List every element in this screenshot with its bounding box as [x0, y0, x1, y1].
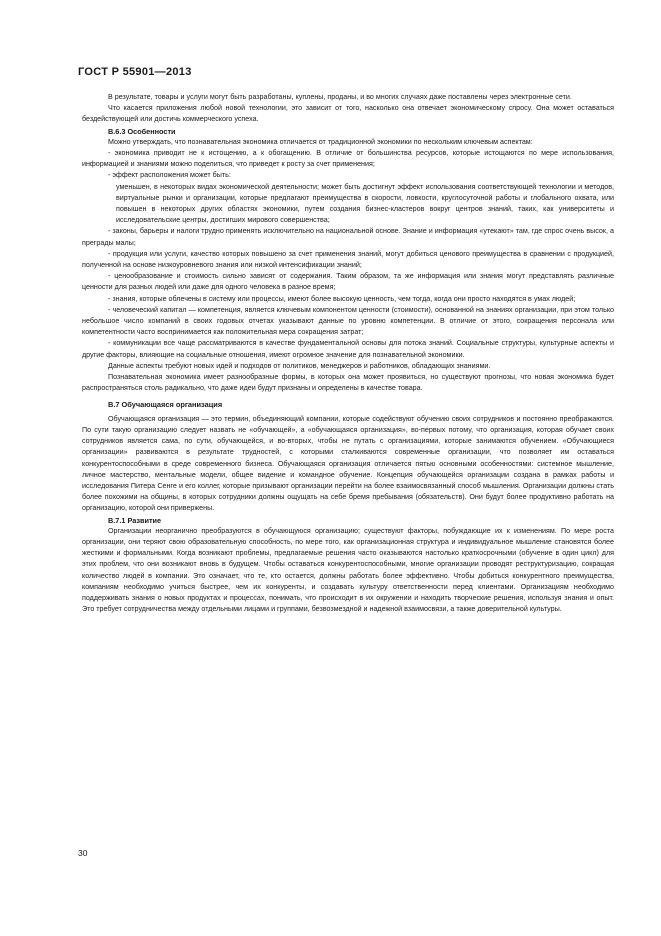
section-heading-b63: В.6.3 Особенности — [108, 126, 176, 136]
list-item: - ценообразование и стоимость сильно зависят от содержания. Таким образом, та же информация или знания могут представлять различные ценности для разных людей или даже для одного человека в разное время; — [82, 272, 614, 292]
list-subitem: уменьшен, в некоторых видах экономической деятельности; может быть достигнут эффект использования соответствующей технологии и методов, виртуальные рынки и организации, которые предлагают преимущества в скорости, ловкости, круглосуточной работы и глобального охвата, или повышен в некоторых других областях экономики, путем создания бизнес-кластеров вокруг центров знаний, таких, как университеты и исследовательские центры, достигших мирового совершенства; — [116, 182, 614, 225]
list-item: - эффект расположения может быть: — [108, 171, 231, 180]
section-heading-b71: В.7.1 Развитие — [108, 515, 162, 525]
list-item: - экономика приводит не к истощению, а к обогащению. В отличие от большинства ресурсов, которые истощаются по мере использования, информацией и знаниями можно поделиться, что приведет к росту за счет применения; — [82, 149, 614, 169]
paragraph: Организации неорганично преобразуются в обучающуюся организацию; существуют факторы, побуждающие их к изменениям. По мере роста организации, они теряют свою образовательную способность, по мере того, как организационная структура и индивидуальное мышление становятся более жесткими и формальными. Когда возникают проблемы, предлагаемые решения часто оказываются настолько краткосрочными (обучение в один цикл) для этих проблем, что они возникают вновь в будущем. Чтобы оставаться конкурентоспособными, многие организации проводят реструктуризацию, сокращая количество людей в компании. Это означает, что те, кто остается, должны работать более эффективно. Чтобы добиться конкурентного преимущества, компаниям необходимо учиться быстрее, чем их конкуренты, и создавать культуру ответственности перед клиентами. Организациям необходимо поддерживать знания о новых продуктах и процессах, понимать, что происходит в их окружении и находить творческие решения, используя знания и опыт. Это требует сотрудничества между отдельными лицами и группами, безвозмездной и надежной взаимосвязи, а также доверительной культуры. — [82, 526, 614, 614]
document-body — [82, 92, 614, 615]
paragraph: Что касается приложения любой новой технологии, это зависит от того, насколько она отвечает экономическому спросу. Она может оставаться бездействующей или достичь коммерческого успеха. — [82, 104, 614, 124]
standard-header: ГОСТ Р 55901—2013 — [78, 66, 192, 78]
paragraph: Познавательная экономика имеет разнообразные формы, в которых она может проявиться, но существуют прогнозы, что новая экономика будет распространяться столь радикально, что даже идеи будут признаны и определены в качестве товара. — [82, 373, 614, 393]
list-item: - законы, барьеры и налоги трудно применять исключительно на национальной основе. Знание и информация «утекают» там, где спрос очень высок, а преграды малы; — [82, 227, 614, 247]
paragraph: Обучающаяся организация — это термин, объединяющий компании, которые содействуют обучению своих сотрудников и постоянно преображаются. По сути такую организацию следует назвать не «обучающей», а «обучающаяся организация», во-первых потому, что организация, которая обучает своих сотрудников является сама, по сути, обучающейся, и во-вторых, чтобы не путать с организациями, которые занимаются обучением. «Обучающиеся организации» развиваются в результате трудностей, с которыми сталкиваются современные организации, что позволяет им оставаться конкурентоспособными в среде современного бизнеса. Обучающаяся организация отличается пятью основными особенностями: системное мышление, личное мастерство, ментальные модели, общее видение и командное обучение. Концепция обучающейся организации создана в рамках работы и исследования Питера Сенге и его коллег, которые призывают организации перейти на более взаимосвязанный способ мышления. Организации должны стать более похожими на общины, в которых сотрудники должны ощущать на себе бремя пребывания (обязательств). Они будут более продуктивно работать на организацию, которой они привержены. — [82, 414, 614, 513]
paragraph: В результате, товары и услуги могут быть разработаны, куплены, проданы, и во многих случаях даже поставлены через электронные сети. — [108, 93, 572, 101]
list-item: - знания, которые облечены в систему или процессы, имеют более высокую ценность, чем тогда, когда они просто находятся в умах людей; — [108, 294, 576, 303]
paragraph: Можно утверждать, что познавательная экономика отличается от традиционной экономики по нескольким ключевым аспектам: — [108, 137, 533, 146]
list-item: - продукция или услуги, качество которых повышено за счет применения знаний, могут добиться ценового преимущества в сравнении с продукцией, полученной на основе низкоуровневого знания или низкой интенсификации знаний; — [82, 249, 614, 270]
list-item: - человеческий капитал — компетенция, является ключевым компонентом ценности (стоимости), основанной на знаниях организации, при этом только небольшое число компаний в своих годовых отчетах указывают данные по уровню компетенции. В отличие от этого, сокращения персонала или компетентности часто воспринимается как положительная мера сокращения затрат; — [82, 305, 614, 337]
page-number: 30 — [78, 848, 88, 858]
section-heading-b7: В.7 Обучающаяся организация — [108, 400, 223, 410]
paragraph: Данные аспекты требуют новых идей и подходов от политиков, менеджеров и работников, обладающих знаниями. — [108, 361, 491, 370]
list-item: - коммуникации все чаще рассматриваются в качестве фундаментальной основы для потока знаний. Социальные структуры, культурные аспекты и другие факторы, влияющие на социальные отношения, имеют огромное значение для познавательной экономики. — [82, 339, 614, 359]
